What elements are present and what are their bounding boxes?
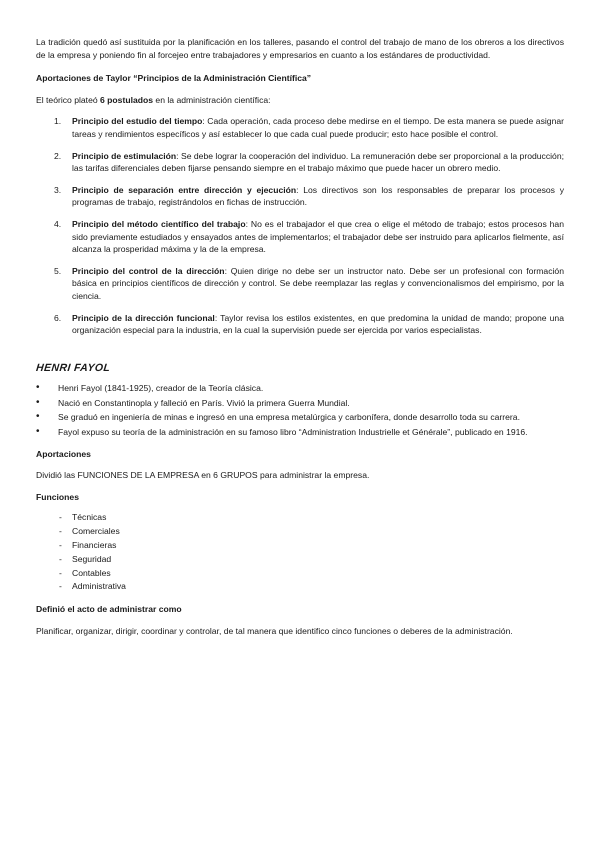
bullet-item <box>36 397 564 410</box>
funcion-item <box>36 511 564 525</box>
fayol-heading: HENRI FAYOL <box>35 361 111 374</box>
principle-number: 1. <box>54 116 62 127</box>
funcion-item <box>36 525 564 539</box>
principle-title: Principio de separación entre dirección y ejecución <box>72 184 297 195</box>
bullet-text: Se graduó en ingeniería de minas e ingresó en una empresa metalúrgica y carbonífera, donde desarrollo toda su carrera. <box>58 412 520 423</box>
taylor-lead <box>36 94 564 107</box>
dash-icon: - <box>59 553 62 564</box>
funcion-item <box>36 539 564 553</box>
dash-icon: - <box>59 581 62 592</box>
principle-title: Principio del estudio del tiempo <box>72 116 203 127</box>
principle-item <box>36 115 564 140</box>
definio-text: Planificar, organizar, dirigir, coordinar y controlar, de tal manera que identifico cinco funciones o deberes de la administración. <box>36 625 513 636</box>
principle-item <box>36 150 564 175</box>
principle-item <box>36 184 564 209</box>
bullet-item <box>36 411 564 424</box>
dash-icon: - <box>59 540 62 551</box>
principle-text: : Los directivos son los responsables de preparar los procesos y programas de trabajo, registrándolos en fichas de instrucción. <box>72 184 564 208</box>
taylor-lead-bold: 6 postulados <box>100 94 154 105</box>
fayol-bullets <box>36 382 564 438</box>
principle-number: 2. <box>54 150 62 161</box>
aportaciones-text: Dividió las FUNCIONES DE LA EMPRESA en 6 GRUPOS para administrar la empresa. <box>36 470 370 481</box>
funcion-text: Seguridad <box>72 553 112 564</box>
bullet-text: Fayol expuso su teoría de la administración en su famoso libro “Administration Industrielle et Générale”, publicado en 1916. <box>58 427 528 438</box>
funcion-text: Administrativa <box>72 581 126 592</box>
dash-icon: - <box>59 526 62 537</box>
bullet-text: Henri Fayol (1841-1925), creador de la Teoría clásica. <box>58 383 264 394</box>
funcion-text: Contables <box>72 567 111 578</box>
funcion-text: Comerciales <box>72 526 120 537</box>
principle-item <box>36 218 564 256</box>
bullet-icon: • <box>36 411 40 423</box>
principle-number: 4. <box>54 218 62 229</box>
bullet-item <box>36 382 564 395</box>
taylor-lead-post: en la administración científica: <box>153 94 271 105</box>
principle-text: : No es el trabajador el que crea o elige el método de trabajo; estos procesos han sido previamente estudiados y ensayados antes de implementarlos; el trabajador debe ser instruido para aplicarlos fielmente, así alcanza la prosperidad máxima y la de la empresa. <box>72 218 564 255</box>
bullet-item <box>36 426 564 439</box>
funcion-item <box>36 553 564 567</box>
taylor-heading: Aportaciones de Taylor “Principios de la Administración Científica” <box>36 73 312 84</box>
principle-text: : Taylor revisa los estilos existentes, en que predomina la unidad de mando; propone una organización especial para la industria, en la cual la supervisión puede ser ejercida por varios especialistas. <box>72 312 564 336</box>
bullet-text: Nació en Constantinopla y falleció en París. Vivió la primera Guerra Mundial. <box>58 397 350 408</box>
document-page <box>36 36 564 637</box>
bullet-icon: • <box>36 396 40 408</box>
taylor-lead-pre: El teórico plateó <box>36 94 101 105</box>
funcion-text: Técnicas <box>72 512 107 523</box>
principle-text: : Se debe lograr la cooperación del individuo. La remuneración debe ser proporcional a la producción; las tarifas diferenciales deben fijarse pensando siempre en el trabajo máximo que puede hacer un obrero medio. <box>72 150 564 174</box>
principle-text: : Quien dirige no debe ser un instructor nato. Debe ser un profesional con formación básica en principios científicos de dirección y control. Se debe reemplazar las reglas y convencionalismos del empirismo, por la ciencia. <box>72 265 564 301</box>
dash-icon: - <box>59 512 62 523</box>
funciones-heading: Funciones <box>36 491 79 502</box>
principle-title: Principio del método científico del trabajo <box>72 218 246 229</box>
principle-number: 3. <box>54 184 62 195</box>
funcion-item <box>36 567 564 581</box>
principle-number: 6. <box>54 312 62 323</box>
funcion-item <box>36 580 564 594</box>
principles-list <box>36 115 564 336</box>
principle-item <box>36 312 564 337</box>
aportaciones-heading: Aportaciones <box>36 448 91 459</box>
dash-icon: - <box>59 567 62 578</box>
principle-text: : Cada operación, cada proceso debe medirse en el tiempo. De esta manera se puede asignar tareas y rendimientos específicos y así establecer lo que cada cual puede producir; esto hace posible el control. <box>72 116 564 139</box>
intro-paragraph: La tradición quedó así sustituida por la planificación en los talleres, pasando el control del trabajo de mano de los obreros a los directivos de la empresa y poniendo fin al forcejeo entre trabajadores y empresarios en cuanto a los estándares de productividad. <box>36 37 564 60</box>
funciones-list <box>36 511 564 594</box>
principle-number: 5. <box>54 265 62 276</box>
bullet-icon: • <box>36 426 40 438</box>
principle-title: Principio del control de la dirección <box>72 265 225 276</box>
principle-item <box>36 265 564 303</box>
definio-heading: Definió el acto de administrar como <box>36 604 182 615</box>
principle-title: Principio de la dirección funcional <box>72 312 215 323</box>
funcion-text: Financieras <box>72 540 117 551</box>
bullet-icon: • <box>36 382 40 394</box>
principle-title: Principio de estimulación <box>72 150 177 161</box>
